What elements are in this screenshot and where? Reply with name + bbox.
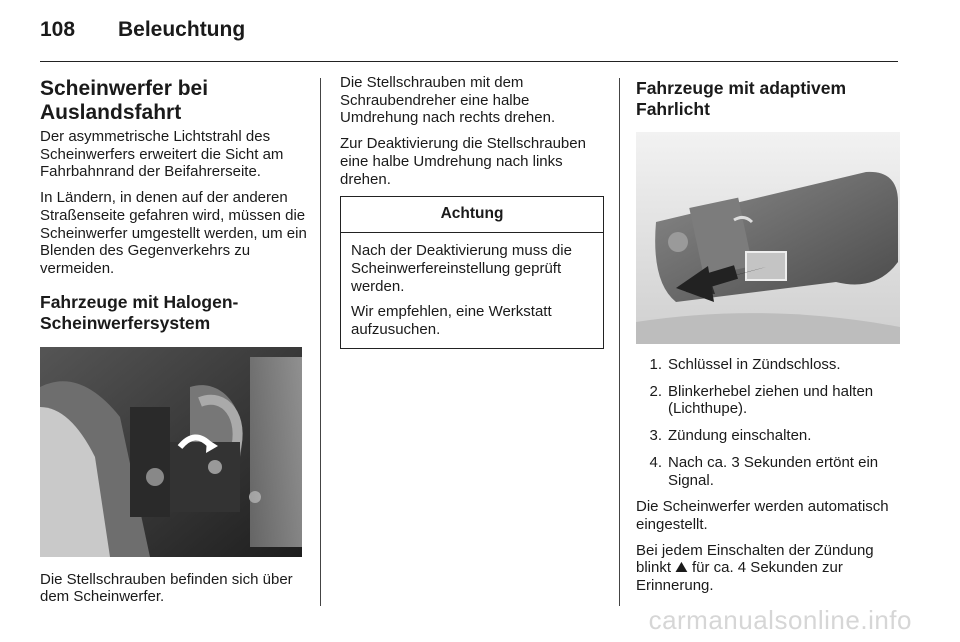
column-middle bbox=[340, 74, 604, 349]
page-number: 108 bbox=[40, 18, 76, 41]
notice-body bbox=[341, 233, 603, 348]
paragraph-turn-right: Die Stellschrauben mit dem Schraubendreher eine halbe Umdrehung nach rechts drehen. bbox=[340, 74, 556, 127]
paragraph-countries: In Ländern, in denen auf der anderen Straßenseite gefahren wird, müssen die Scheinwerfer umgestellt werden, um ein Blenden des Gegenverkehrs zu vermeiden. bbox=[40, 189, 307, 277]
column-right bbox=[636, 74, 902, 603]
section-heading-foreign-driving: Scheinwerfer bei Auslandsfahrt bbox=[40, 77, 209, 124]
column-left bbox=[40, 74, 308, 614]
paragraph-automatic: Die Scheinwerfer werden automatisch eingestellt. bbox=[636, 498, 889, 533]
page-header bbox=[40, 18, 245, 48]
section-title: Beleuchtung bbox=[118, 18, 246, 41]
header-rule bbox=[40, 61, 898, 62]
list-item: 1. Schlüssel in Zündschloss. bbox=[649, 356, 841, 373]
subheading-halogen: Fahrzeuge mit Halogen-Scheinwerfersystem bbox=[40, 291, 239, 333]
list-item: 4. Nach ca. 3 Sekunden ertönt ein Signal. bbox=[649, 453, 879, 489]
column-divider-2 bbox=[619, 78, 620, 606]
notice-text-workshop: Wir empfehlen, eine Werkstatt aufzusuchen. bbox=[351, 303, 552, 339]
watermark: carmanualsonline.info bbox=[648, 605, 912, 635]
steps-list bbox=[636, 356, 902, 489]
list-item: 3. Zündung einschalten. bbox=[649, 427, 812, 445]
lever-photo bbox=[636, 132, 900, 344]
list-item: 2. Blinkerhebel ziehen und halten (Lichthupe). bbox=[649, 382, 874, 418]
paragraph-asymmetric-beam: Der asymmetrische Lichtstrahl des Scheinwerfers erweitert die Sicht am Fahrbahnrand der Beifahrerseite. bbox=[40, 128, 284, 181]
notice-text-check: Nach der Deaktivierung muss die Scheinwerfereinstellung geprüft werden. bbox=[351, 242, 572, 295]
indicator-lever-illustration bbox=[636, 132, 900, 344]
notice-box bbox=[340, 196, 604, 349]
paragraph-reminder: Bei jedem Einschalten der Zündung blinkt ⛰ für ca. 4 Sekunden zur Erinnerung. bbox=[636, 541, 874, 595]
photo-caption: Die Stellschrauben befinden sich über dem Scheinwerfer. bbox=[40, 570, 293, 606]
paragraph-deactivation: Zur Deaktivierung die Stellschrauben eine halbe Umdrehung nach links drehen. bbox=[340, 135, 586, 188]
subheading-adaptive-light: Fahrzeuge mit adaptivem Fahrlicht bbox=[636, 78, 847, 119]
column-divider-1 bbox=[320, 78, 321, 606]
engine-bay-photo bbox=[40, 347, 302, 557]
notice-heading: Achtung bbox=[341, 197, 603, 233]
engine-bay-illustration bbox=[40, 347, 302, 557]
